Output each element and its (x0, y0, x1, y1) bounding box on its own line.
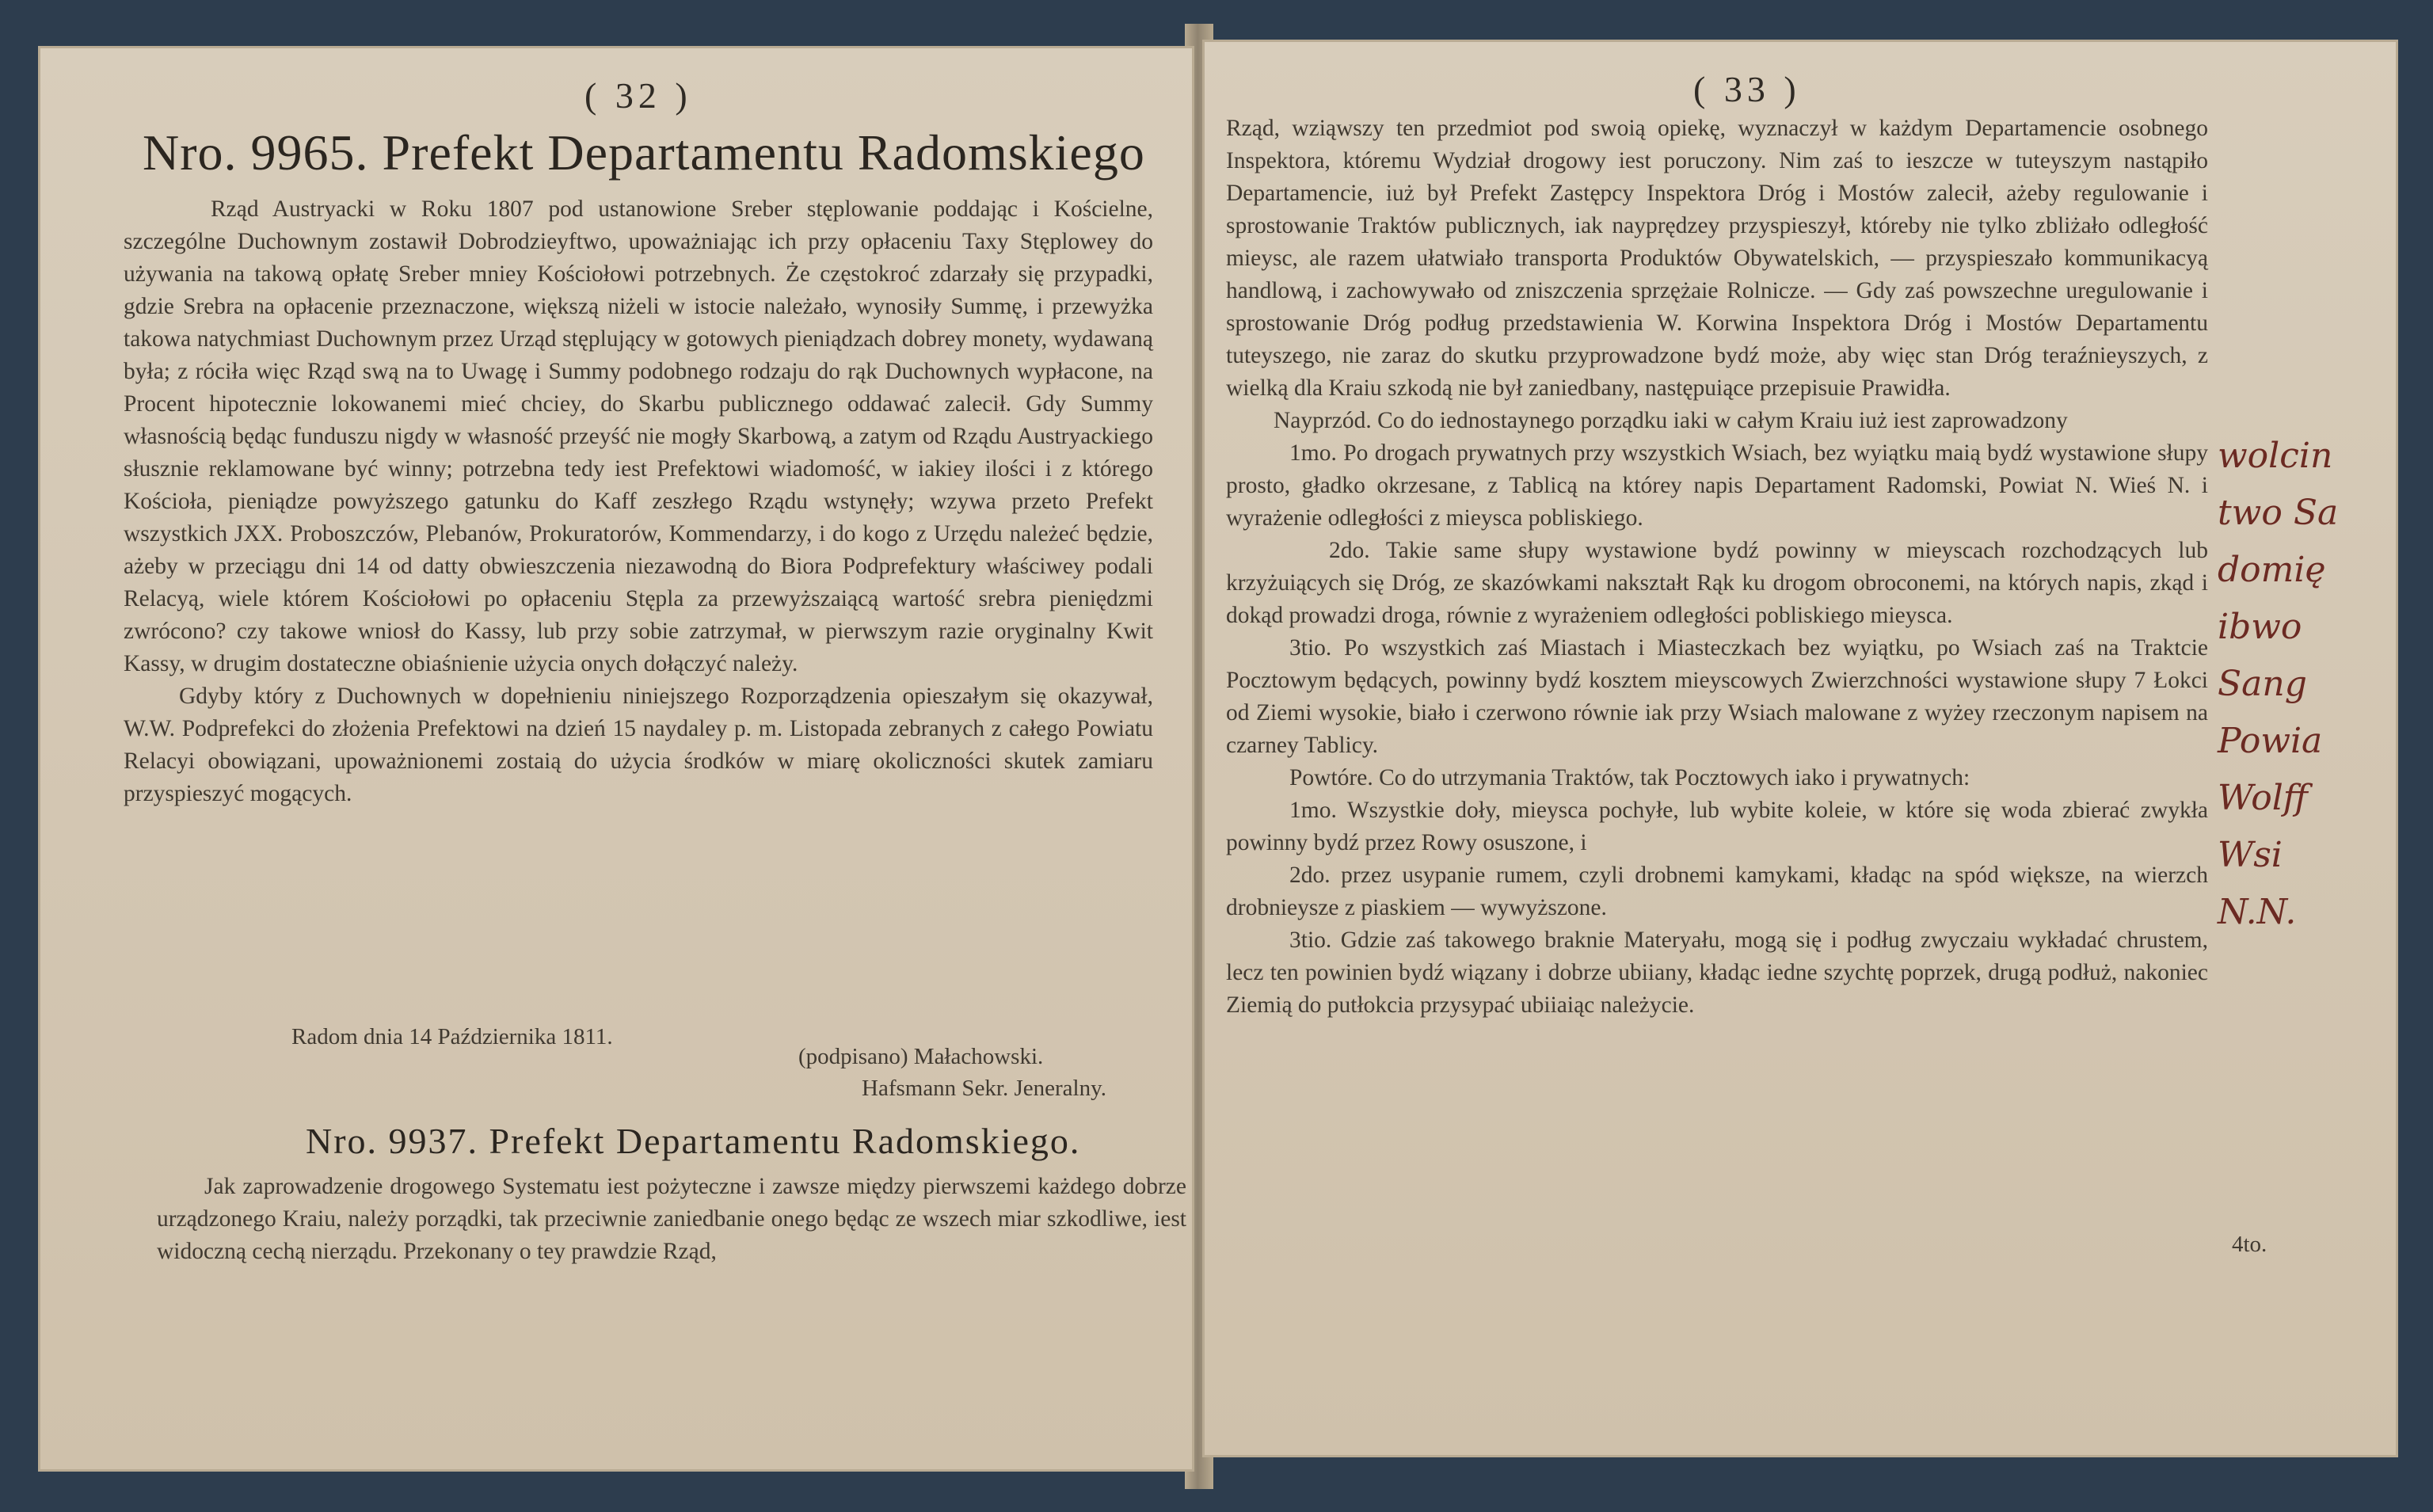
page-number-left: ( 32 ) (584, 75, 692, 116)
margin-note-line: Wsi (2218, 835, 2283, 875)
paragraph: Rząd, wziąwszy ten przedmiot pod swoią opiekę, wyznaczył w każdym Departamencie osobnego Inspektora, któremu Wydział drogowy iest poruczony. Nim zaś to ieszcze w tuteyszym nastąpiło Departamencie, iuż był Prefekt Zastępcy Inspektora Dróg i Mostów zalecił, ażeby regulowanie i sprostowanie Traktów publicznych, iak nayprędzey przyspieszył, któreby nie tylko zbliżało odległość mieysc, ale razem ułatwiało transporta Produktów Obywatelskich, — przyspieszało kommunikacyą handlową, i zachowywało od zniszczenia sprzężaie Rolnicze. — Gdy zaś powszechne uregulowanie i sprostowanie Dróg podług przedstawienia W. Korwina Inspektora Dróg i Mostów Departamentu tuteyszego, nie zaraz do skutku przyprowadzone bydź może, aby więc stan Dróg teraźnieyszych, z wielką dla Kraiu szkodą nie był zaniedbany, następuiące przepisuie Prawidła. (1226, 116, 2208, 401)
paragraph: 2do. Takie same słupy wystawione bydź powinny w mieyscach rozchodzących lub krzyżuiących się Dróg, ze skazówkami nakształt Rąk ku drogom obroconemi, na których napis, zkąd i dokąd prowadzi droga, równie z wyrażeniem odległości pobliskiego mieysca. (1226, 538, 2208, 628)
paragraph: Nayprzód. Co do iednostaynego porządku iaki w całym Kraiu iuż iest zaprowadzony (1274, 408, 2068, 433)
paragraph: Gdyby który z Duchownych w dopełnieniu niniejszego Rozporządzenia opieszałym się okazywał, W.W. Podprefekci do złożenia Prefektowi na dzień 15 naydaley p. m. Listopada zebranych z całego Powiatu Relacyi obowiązani, upoważnionemi zostaią do użycia środków w miarę okoliczności skutek zamiaru przyspieszyć mogących. (124, 684, 1153, 806)
signature: (podpisano) Małachowski. (798, 1044, 1044, 1069)
decree-9937-continuation (1226, 112, 2208, 1022)
date-line: Radom dnia 14 Października 1811. (291, 1024, 613, 1049)
page-number-right: ( 33 ) (1693, 69, 1801, 109)
paragraph: Rząd Austryacki w Roku 1807 pod ustanowione Sreber stęplowanie poddając i Kościelne, szczególne Duchownym zostawił Dobrodzieyftwo, upoważniając ich przy opłaceniu Taxy Stęplowey do używania na takową opłatę Sreber mniey Kościołowi potrzebnych. Że częstokroć zdarzały się przypadki, gdzie Srebra na opłacenie przeznaczone, większą niżeli w istocie należało, wynosiły Summę, i przewyżka takowa natychmiast Duchownym przez Urząd stęplujący w gotowych pieniądzach dobrey monety, wydawaną była; z róciła więc Rząd swą na to Uwagę i Summy podobnego rodzaju do rąk Duchownych wypłacone, na Procent hipotecznie lokowanemi mieć chciey, do Skarbu publicznego oddawać zalecił. Gdy Summy własnością będąc funduszu nigdy w własność przeyść nie mogły Skarbową, a zatym od Rządu Austryackiego słusznie reklamowane być winny; potrzebna tedy iest Prefektowi wiadomość, w iakiey ilości i z którego Kościoła, pieniądze powyższego gatunku do Kaff zeszłego Rządu wstynęły; wzywa przeto Prefekt wszystkich JXX. Proboszczów, Plebanów, Prokuratorów, Kommendarzy, i do kogo z Urzędu należeć będzie, ażeby w przeciągu dni 14 od datty obwieszczenia niezawodną do Biora Podprefektury właściwey podali Relacyą, wiele którem Kościołowi po opłaceniu Stępla za przewyższaiącą wartość srebra pieniędzmi zwrócono? czy takowe wniosł do Kassy, lub przy sobie zatrzymał, w pierwszym razie oryginalny Kwit Kassy, w drugim dostateczne obiaśnienie użycia onych dołączyć należy. (124, 196, 1153, 676)
paragraph: 1mo. Po drogach prywatnych przy wszystkich Wsiach, bez wyiątku maią bydź wystawione słupy prosto, gładko okrzesane, z Tablicą na którey napis Departament Radomski, Powiat N. Wieś N. i wyrażenie odległości z mieysca pobliskiego. (1226, 440, 2208, 531)
decree-9937-body (157, 1171, 1186, 1268)
secretary-line: Hafsmann Sekr. Jeneralny. (862, 1076, 1106, 1101)
paragraph: 3tio. Gdzie zaś takowego braknie Materyału, mogą się i podług zwyczaiu wykładać chrustem, lecz ten powinien bydź wiązany i dobrze ubiiany, kładąc iedne szychtę poprzek, drugą podłuż, nakoniec Ziemią do putłokcia przysypać ubiiaiąc należycie. (1226, 927, 2208, 1018)
paragraph: Powtóre. Co do utrzymania Traktów, tak Pocztowych iako i prywatnych: (1289, 765, 1970, 790)
margin-note-line: ibwo (2218, 607, 2302, 647)
decree-9965-body (124, 193, 1153, 810)
margin-note-line: domię (2218, 550, 2326, 590)
catchword: 4to. (2232, 1232, 2267, 1257)
handwritten-margin-note (2218, 428, 2400, 941)
decree-heading-9965: Nro. 9965. Prefekt Departamentu Radomskiego (143, 124, 1145, 181)
decree-heading-9937: Nro. 9937. Prefekt Departamentu Radomskiego. (306, 1121, 1081, 1161)
margin-note-line: Sang (2218, 664, 2307, 704)
margin-note-line: wolcin (2218, 436, 2333, 476)
margin-note-line: Powia (2218, 721, 2323, 761)
paragraph: 2do. przez usypanie rumem, czyli drobnemi kamykami, kładąc na spód większe, na wierzch drobnieysze z piaskiem — wywyższone. (1226, 863, 2208, 920)
margin-note-line: N.N. (2218, 892, 2297, 932)
paragraph: Jak zaprowadzenie drogowego Systematu iest pożyteczne i zawsze między pierwszemi każdego dobrze urządzonego Kraiu, należy porządki, tak przeciwnie zaniedbanie onego będąc ze wszech miar szkodliwe, iest widoczną cechą nierządu. Przekonany o tey prawdzie Rząd, (157, 1174, 1186, 1264)
margin-note-line: Wolff (2218, 778, 2308, 818)
paragraph: 3tio. Po wszystkich zaś Miastach i Miasteczkach bez wyiątku, po Wsiach zaś na Traktcie Pocztowym będących, powinny bydź kosztem mieyscowych Zwierzchności wystawione słupy 7 Łokci od Ziemi wysokie, biało i czerwono równie iak przy Wsiach malowane z wyżey rzeczonym napisem na czarney Tablicy. (1226, 635, 2208, 758)
margin-note-line: two Sa (2218, 493, 2339, 533)
left-page (38, 46, 1194, 1472)
paragraph: 1mo. Wszystkie doły, mieysca pochyłe, lub wybite koleie, w które się woda zbierać zwykła powinny bydź przez Rowy osuszone, i (1226, 798, 2208, 855)
